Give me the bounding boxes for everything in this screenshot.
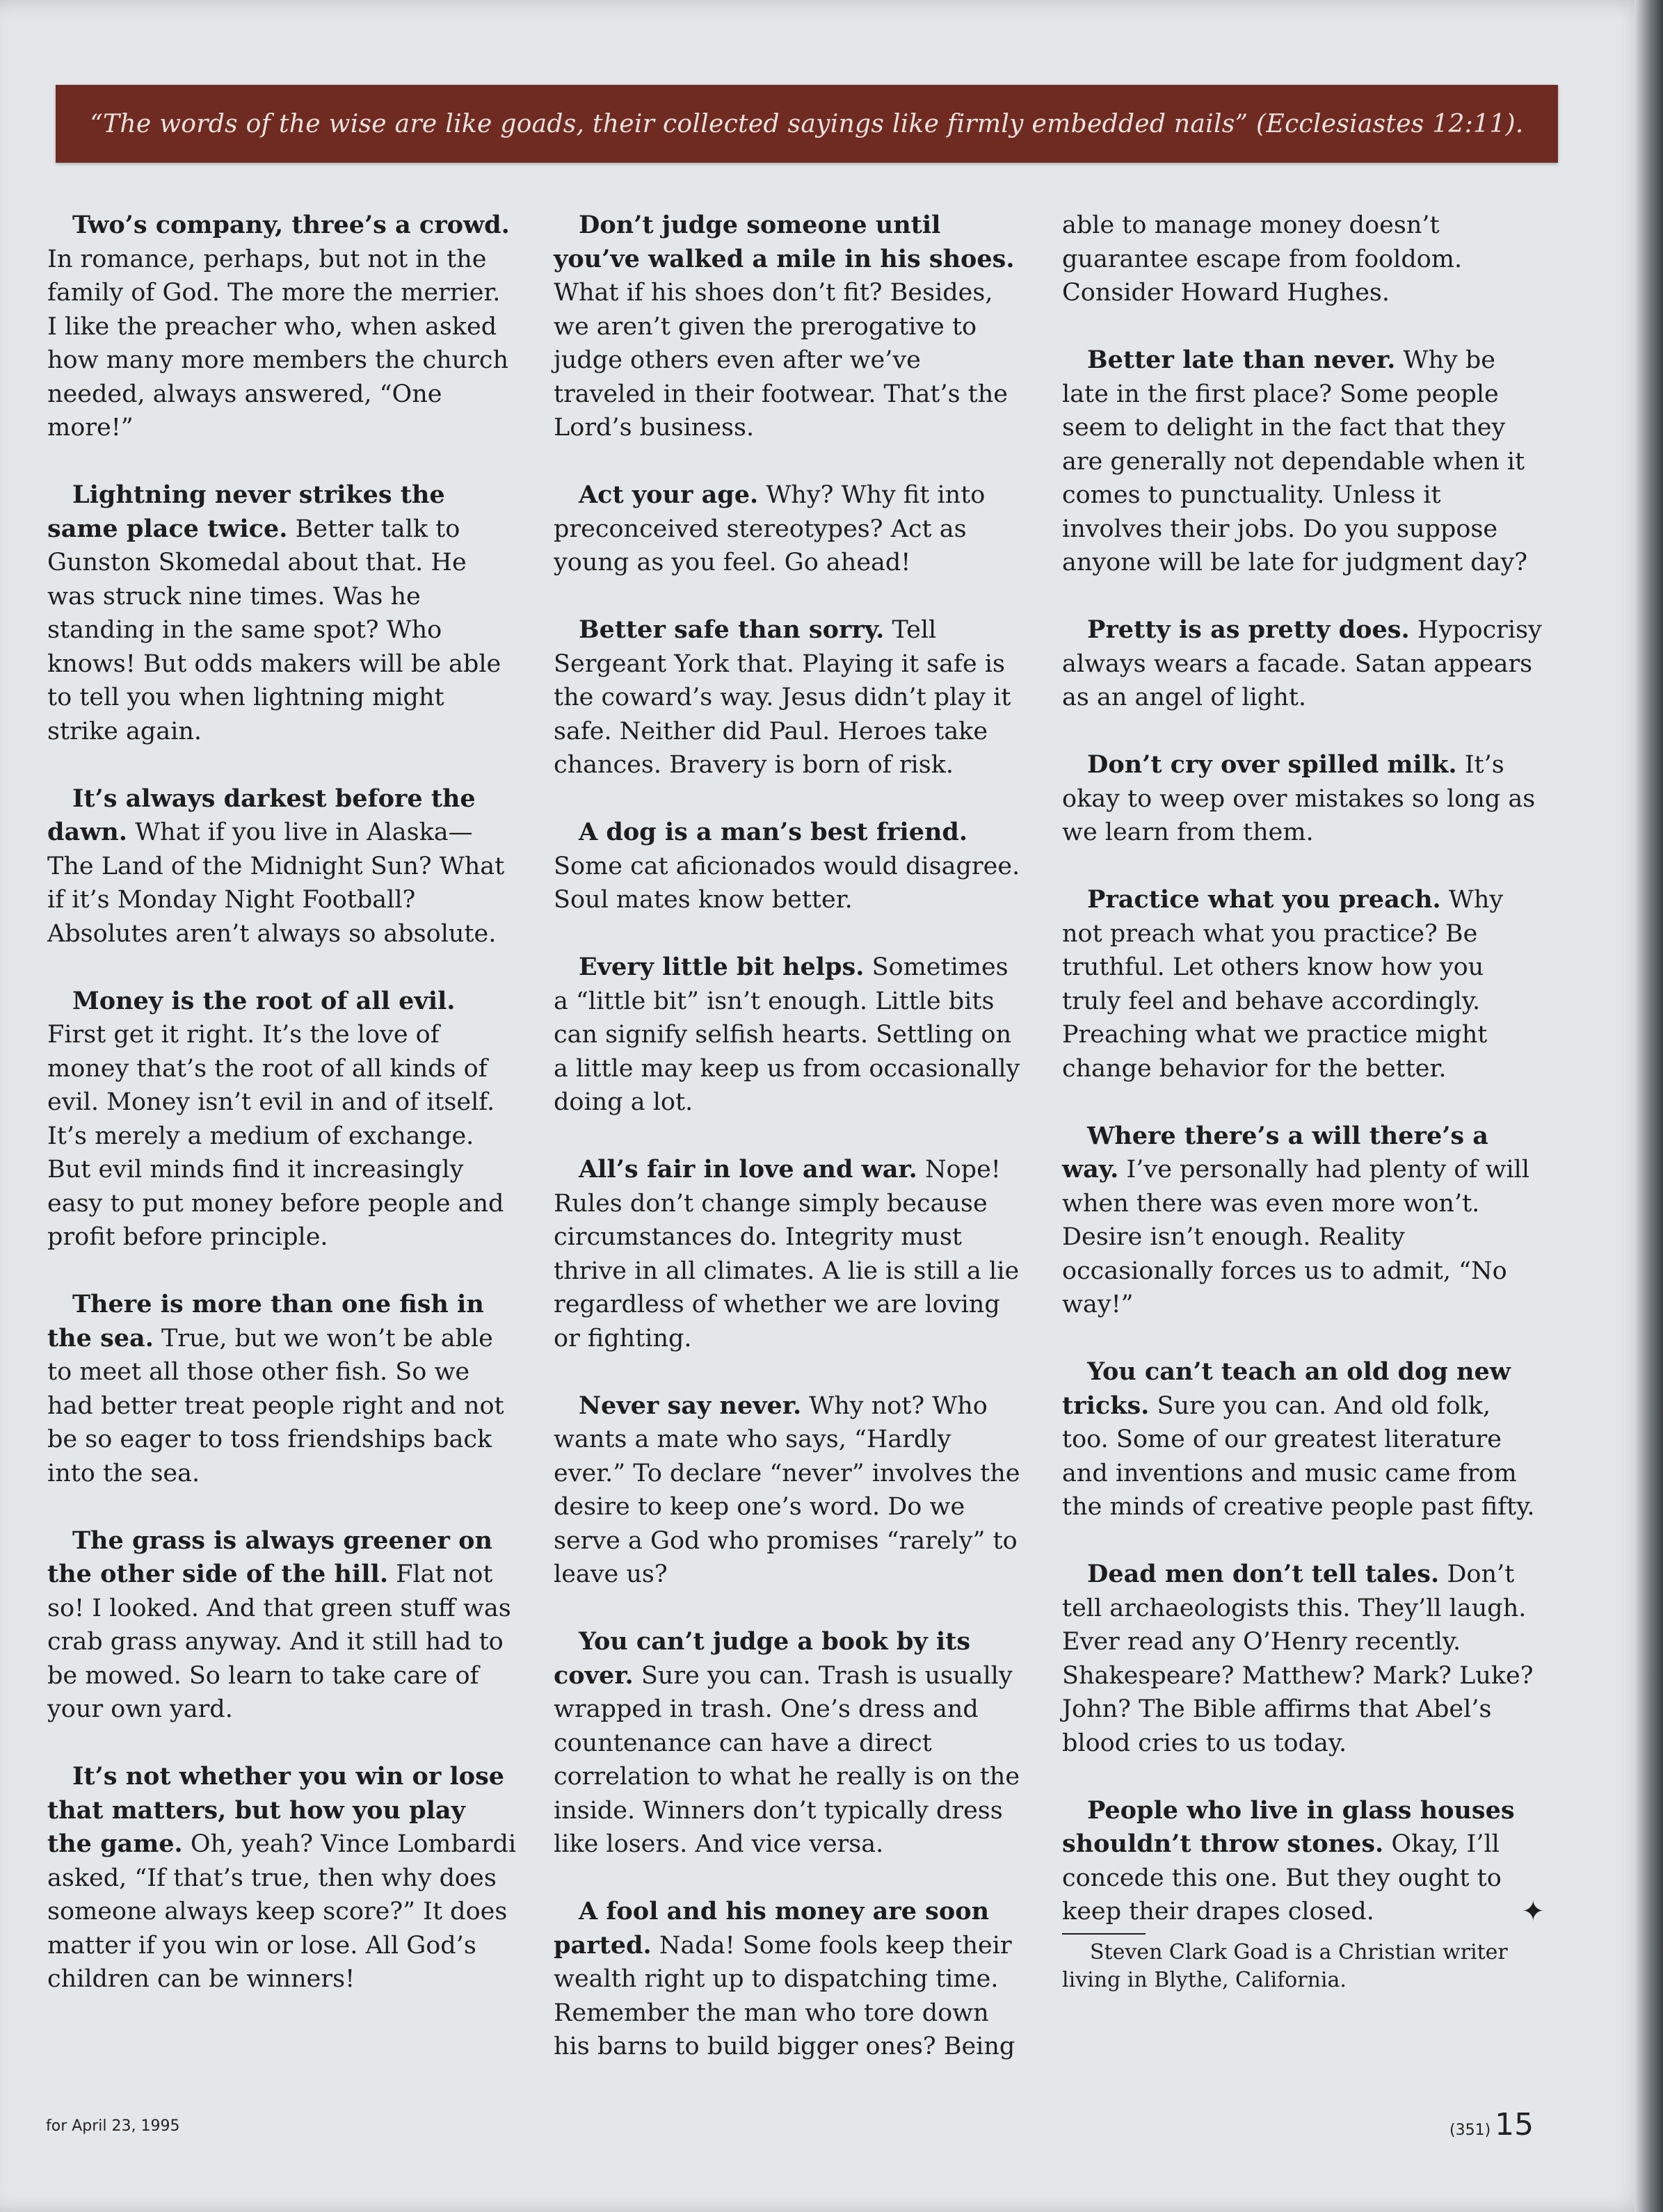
column-1 — [47, 209, 517, 2030]
proverb-item — [47, 209, 517, 445]
proverb-body: Nada! Some fools keep their wealth right up to dispatching time. Remember the man who tore down his barns to build bigger ones? Being — [554, 1931, 1015, 2060]
proverb-body: What if you live in Alaska—The Land of the Midnight Sun? What if it’s Monday Night Football? Absolutes aren’t always so absolute. — [47, 818, 505, 948]
continued-body: able to manage money doesn’t guarantee escape from fooldom. Consider Howard Hughes. — [1062, 211, 1463, 307]
proverb-heading: Where there’s a will there’s a way. — [1062, 1121, 1488, 1184]
proverb-item — [47, 1524, 517, 1727]
proverb-body: Tell Sergeant York that. Playing it safe is the coward’s way. Jesus didn’t play it safe. Neither did Paul. Heroes take chances. Bravery is born of risk. — [554, 616, 1011, 779]
issue-date: for April 23, 1995 — [46, 2117, 180, 2135]
proverb-heading: Every little bit helps. — [579, 953, 865, 981]
proverb-item — [1062, 1794, 1545, 1929]
proverb-body: Hypocrisy always wears a facade. Satan appears as an angel of light. — [1062, 616, 1542, 711]
proverb-body: Better talk to Gunston Skomedal about that. He was struck nine times. Was he standing in the same spot? Who knows! But odds makers will be able to tell you when lightning might strike again. — [47, 515, 501, 745]
proverb-body: Okay, I’ll concede this one. But they ought to keep their drapes closed. — [1062, 1830, 1502, 1926]
proverb-heading: Lightning never strikes the same place twice. — [47, 481, 445, 543]
proverb-body: It’s okay to weep over mistakes so long as we learn from them. — [1062, 751, 1536, 846]
proverb-body: Sure you can. Trash is usually wrapped in trash. One’s dress and countenance can have a direct correlation to what he really is on the inside. Winners don’t typically dress like losers. And vice versa. — [554, 1661, 1020, 1858]
proverb-heading: A dog is a man’s best friend. — [579, 818, 968, 846]
proverb-item — [47, 1760, 517, 1996]
proverb-item — [47, 985, 517, 1254]
scripture-banner: “The words of the wise are like goads, their collected sayings like firmly embedded nails” (Ecclesiastes 12:11). — [56, 85, 1558, 163]
proverb-heading: It’s always darkest before the dawn. — [47, 784, 476, 846]
proverb-heading: Practice what you preach. — [1087, 885, 1441, 914]
proverb-heading: Two’s company, three’s a crowd. — [72, 211, 510, 239]
proverb-heading: People who live in glass houses shouldn’t throw stones. — [1062, 1795, 1515, 1858]
proverb-item — [554, 478, 1023, 580]
proverb-body: Flat not so! I looked. And that green stuff was crab grass anyway. And it still had to be mowed. So learn to take care of your own yard. — [47, 1560, 511, 1723]
proverb-item — [1062, 1558, 1542, 1760]
proverb-body: Nope! Rules don’t change simply because circumstances do. Integrity must thrive in all climates. A lie is still a lie regardless of whether we are loving or fighting. — [554, 1156, 1020, 1353]
proverb-body: Why? Why fit into preconceived stereotypes? Act as young as you feel. Go ahead! — [554, 481, 986, 576]
proverb-heading: It’s not whether you win or lose that matters, but how you play the game. — [47, 1762, 505, 1858]
proverb-heading: A fool and his money are soon parted. — [554, 1897, 990, 1960]
proverb-item — [47, 782, 517, 951]
proverb-heading: Never say never. — [579, 1391, 802, 1420]
proverb-body: I’ve personally had plenty of will when there was even more won’t. Desire isn’t enough. Reality occasionally forces us to admit, “No way!” — [1062, 1156, 1530, 1318]
author-bio: Steven Clark Goad is a Christian writer living in Blythe, California. — [1062, 1939, 1508, 1992]
page-number: 15 — [1495, 2107, 1534, 2142]
proverb-item — [1062, 613, 1542, 715]
bio-divider — [1062, 1933, 1146, 1935]
proverb-item — [554, 1153, 1023, 1355]
proverb-heading: Money is the root of all evil. — [72, 986, 456, 1015]
proverb-heading: The grass is always greener on the other side of the hill. — [47, 1526, 492, 1588]
proverb-item — [1062, 344, 1542, 580]
proverb-body: Sure you can. And old folk, too. Some of our greatest literature and inventions and music came from the minds of creative people past fifty. — [1062, 1391, 1535, 1521]
end-mark-icon: ✦ — [1521, 1896, 1545, 1928]
page-number-block — [1449, 2107, 1534, 2142]
proverb-heading: Dead men don’t tell tales. — [1087, 1560, 1440, 1588]
proverb-item — [554, 1625, 1023, 1862]
proverb-heading: There is more than one fish in the sea. — [47, 1290, 484, 1353]
page-edge — [1634, 0, 1663, 2212]
proverb-item — [554, 951, 1023, 1120]
proverb-heading: Don’t judge someone until you’ve walked a mile in his shoes. — [554, 211, 1015, 273]
proverb-body: Oh, yeah? Vince Lombardi asked, “If that’s true, then why does someone always keep score?” It does matter if you win or lose. All God’s children can be winners! — [47, 1830, 517, 1993]
proverb-body: Some cat aficionados would disagree. Soul mates know better. — [554, 852, 1020, 914]
proverb-item — [1062, 748, 1542, 850]
proverb-body: Why be late in the first place? Some people seem to delight in the fact that they are generally not dependable when it comes to punctuality. Unless it involves their jobs. Do you suppose anyone will be late for judgment day? — [1062, 346, 1528, 576]
proverb-item — [554, 613, 1023, 782]
proverb-item — [47, 478, 517, 748]
proverb-heading: Don’t cry over spilled milk. — [1087, 750, 1457, 779]
proverb-item — [554, 1895, 1023, 2064]
proverb-item — [47, 1288, 517, 1490]
proverb-body: True, but we won’t be able to meet all those other fish. So we had better treat people right and not be so eager to toss friendships back into the sea. — [47, 1324, 504, 1487]
continued-text — [1062, 209, 1542, 310]
proverb-heading: Act your age. — [579, 481, 759, 509]
proverb-item — [554, 816, 1023, 917]
proverb-heading: All’s fair in love and war. — [579, 1155, 917, 1184]
proverb-body: Why not preach what you practice? Be truthful. Let others know how you truly feel and behave accordingly. Preaching what we practice might change behavior for the better. — [1062, 886, 1504, 1083]
issue-number: (351) — [1449, 2122, 1491, 2139]
proverb-heading: You can’t teach an old dog new tricks. — [1062, 1357, 1511, 1420]
column-3 — [1062, 209, 1545, 1994]
column-2 — [554, 209, 1023, 2097]
proverb-body: Sometimes a “little bit” isn’t enough. Little bits can signify selfish hearts. Settling on a little may keep us from occasionally doing a lot. — [554, 953, 1020, 1116]
proverb-item — [554, 209, 1023, 445]
proverb-item — [1062, 1355, 1542, 1524]
proverb-heading: Better safe than sorry. — [579, 615, 885, 644]
proverb-heading: Better late than never. — [1087, 346, 1396, 374]
proverb-body: In romance, perhaps, but not in the family of God. The more the merrier. I like the preacher who, when asked how many more members the church needed, always answered, “One more!” — [47, 245, 509, 442]
proverb-item — [1062, 1120, 1542, 1322]
proverb-item — [554, 1389, 1023, 1592]
proverb-body: What if his shoes don’t fit? Besides, we aren’t given the prerogative to judge others even after we’ve traveled in their footwear. That’s the Lord’s business. — [554, 279, 1009, 442]
proverb-body: Why not? Who wants a mate who says, “Hardly ever.” To declare “never” involves the desire to keep one’s word. Do we serve a God who promises “rarely” to leave us? — [554, 1391, 1020, 1588]
proverb-heading: You can’t judge a book by its cover. — [554, 1627, 971, 1690]
proverb-body: Don’t tell archaeologists this. They’ll laugh. Ever read any O’Henry recently. Shakespeare? Matthew? Mark? Luke? John? The Bible affirms that Abel’s blood cries to us today. — [1062, 1560, 1534, 1757]
proverb-heading: Pretty is as pretty does. — [1087, 615, 1410, 644]
proverb-body: First get it right. It’s the love of money that’s the root of all kinds of evil. Money isn’t evil in and of itself. It’s merely a medium of exchange. But evil minds find it increasingly easy to put money before people and profit before principle. — [47, 1021, 504, 1251]
proverb-item — [1062, 883, 1542, 1085]
